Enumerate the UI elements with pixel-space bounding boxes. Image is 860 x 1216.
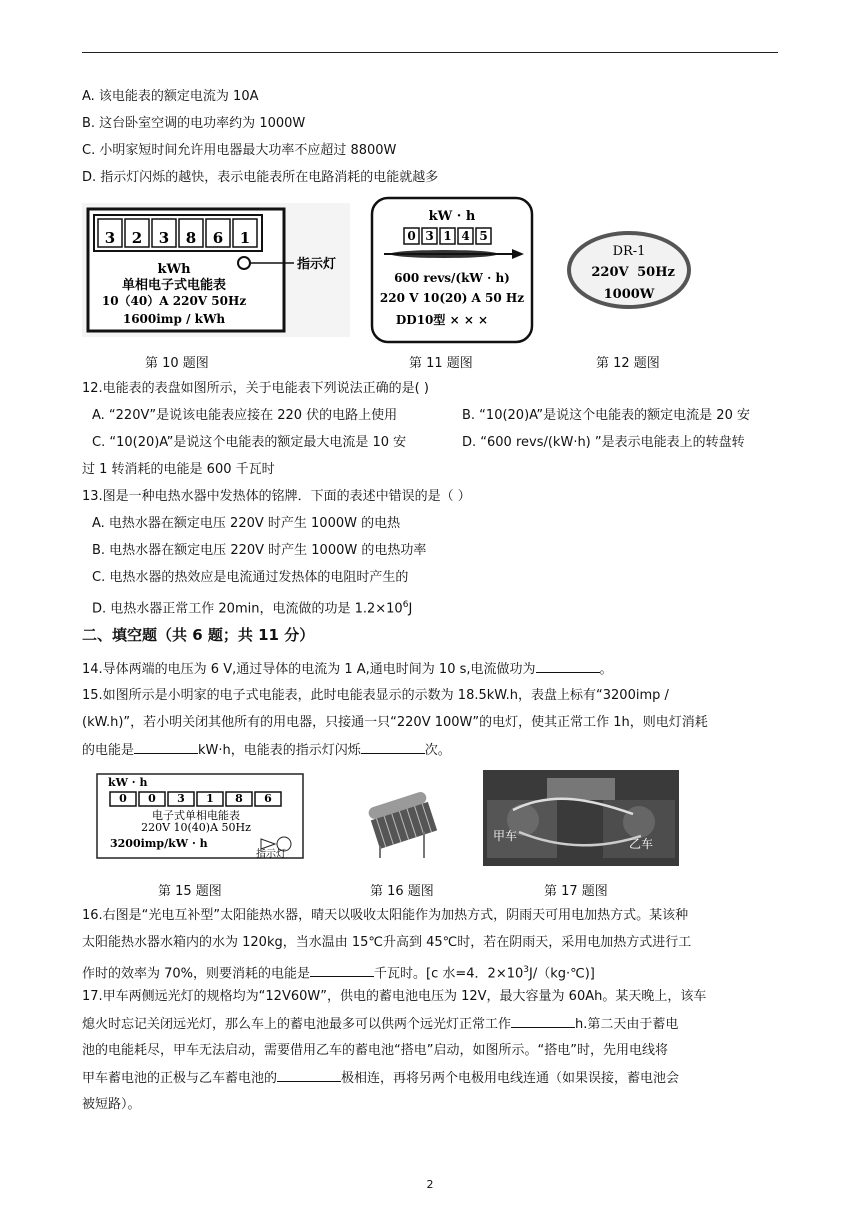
q12-option-a: A. “220V”是说该电能表应接在 220 伏的电路上使用 <box>92 408 398 423</box>
caption-fig11: 第 11 题图 <box>409 356 473 371</box>
q14-text: 14.导体两端的电压为 6 V,通过导体的电流为 1 A,通电时间为 10 s,电流做功为 。 <box>82 662 613 677</box>
fig12-power: 1000W <box>603 287 655 302</box>
q12-option-d: D. “600 revs/(kW·h) ”是表示电能表上的转盘转 <box>462 435 745 450</box>
caption-fig10: 第 10 题图 <box>145 356 209 371</box>
fig17-jump-start-image <box>483 770 679 866</box>
fig10-digit: 1 <box>239 229 251 247</box>
caption-fig15: 第 15 题图 <box>158 884 222 899</box>
q15-line2: (kW.h)”，若小明关闭其他所有的用电器，只接通一只“220V 100W”的电灯，使其正常工作 1h，则电灯消耗 <box>82 715 708 730</box>
fig15-digit: 0 <box>119 792 127 805</box>
fig10-digit: 3 <box>158 229 170 247</box>
fig11-unit: kW · h <box>428 209 476 224</box>
fig15-digit: 0 <box>148 792 156 805</box>
fig11-digit: 4 <box>461 229 470 243</box>
fig11-revs: 600 revs/(kW · h) <box>394 271 510 285</box>
q17-line5: 被短路）。 <box>82 1097 141 1112</box>
q15-line3: 的电能是 kW·h，电能表的指示灯闪烁 次。 <box>82 743 451 758</box>
q13-option-b: B. 电热水器在额定电压 220V 时产生 1000W 的电热功率 <box>92 543 427 558</box>
fig10-name: 单相电子式电能表 <box>121 278 227 293</box>
fig12-nameplate-image <box>566 230 692 310</box>
fig11-digit: 3 <box>425 229 434 243</box>
fig16-solar-heater-image <box>358 780 442 860</box>
q12-stem: 12.电能表的表盘如图所示，关于电能表下列说法正确的是( ) <box>82 381 429 396</box>
q11-option-a: A. 该电能表的额定电流为 10A <box>82 89 259 104</box>
q11-option-d: D. 指示灯闪烁的越快，表示电能表所在电路消耗的电能就越多 <box>82 170 439 185</box>
fig15-name: 电子式单相电能表 <box>152 809 240 822</box>
q13-option-a: A. 电热水器在额定电压 220V 时产生 1000W 的电热 <box>92 516 401 531</box>
q12-option-d-cont: 过 1 转消耗的电能是 600 千瓦时 <box>82 462 275 477</box>
q15-blank-2[interactable] <box>361 741 425 754</box>
fig15-indicator-label: 指示灯 <box>256 849 286 859</box>
fig10-digit: 3 <box>104 229 116 247</box>
page-number: 2 <box>426 1178 434 1191</box>
q15-blank-1[interactable] <box>134 741 198 754</box>
fig11-digit: 5 <box>479 229 488 243</box>
q16-line3: 作时的效率为 70%，则要消耗的电能是 千瓦时。[c 水=4．$2\times 10^3J/(kg\cdot℃)$] <box>82 965 595 982</box>
q12-option-c: C. “10(20)A”是说这个电能表的额定最大电流是 10 安 <box>92 435 407 450</box>
q11-option-b: B. 这台卧室空调的电功率约为 1000W <box>82 116 306 131</box>
q15-line1: 15.如图所示是小明家的电子式电能表，此时电能表显示的示数为 18.5kW.h，表盘上标有“3200imp / <box>82 688 669 703</box>
q16-blank[interactable] <box>310 964 374 977</box>
fig15-digit: 6 <box>264 792 272 805</box>
fig10-meter-image <box>82 203 350 337</box>
fig17-car-b-label: 乙车 <box>629 837 654 851</box>
fig10-digit: 2 <box>131 229 143 247</box>
caption-fig12: 第 12 题图 <box>596 356 660 371</box>
q16-line2: 太阳能热水器水箱内的水为 120kg，当水温由 15℃升高到 45℃时，若在阴雨天，采用电加热方式进行工 <box>82 935 692 950</box>
fig15-digit: 8 <box>235 792 243 805</box>
fig15-digit: 3 <box>177 792 185 805</box>
header-rule <box>82 52 778 53</box>
q17-line1: 17.甲车两侧远光灯的规格均为“12V60W”，供电的蓄电池电压为 12V，最大容量为 60Ah。某天晚上，该车 <box>82 989 707 1004</box>
q13-option-c: C. 电热水器的热效应是电流通过发热体的电阻时产生的 <box>92 570 409 585</box>
fig10-unit: kWh <box>157 262 191 277</box>
fig10-spec: 10（40）A 220V 50Hz <box>101 294 247 308</box>
q17-line2: 熄火时忘记关闭远光灯，那么车上的蓄电池最多可以供两个远光灯正常工作 h.第二天由于蓄电 <box>82 1017 679 1032</box>
q13-option-d: D. 电热水器正常工作 20min，电流做的功是 $1.2\times 10^6J$ <box>92 600 413 617</box>
fig12-model: DR-1 <box>612 244 646 259</box>
fig10-indicator-label: 指示灯 <box>297 257 337 272</box>
q12-option-b: B. “10(20)A”是说这个电能表的额定电流是 20 安 <box>462 408 750 423</box>
fig15-digit: 1 <box>206 792 214 805</box>
caption-fig16: 第 16 题图 <box>370 884 434 899</box>
q16-line1: 16.右图是“光电互补型”太阳能热水器，晴天以吸收太阳能作为加热方式，阴雨天可用电加热方式。某该种 <box>82 908 689 923</box>
q11-option-c: C. 小明家短时间允许用电器最大功率不应超过 8800W <box>82 143 397 158</box>
fig15-unit: kW · h <box>108 776 148 789</box>
fig15-meter-image <box>96 773 306 859</box>
fig12-freq: 50Hz <box>637 265 675 280</box>
fig10-imp: 1600imp / kWh <box>122 312 226 326</box>
fig15-spec: 220V 10(40)A 50Hz <box>141 821 251 834</box>
q17-blank-1[interactable] <box>511 1015 575 1028</box>
fig17-car-a-label: 甲车 <box>493 829 518 843</box>
q17-line4: 甲车蓄电池的正极与乙车蓄电池的 极相连，再将另两个电极用电线连通（如果误接，蓄电池会 <box>82 1071 680 1086</box>
fig12-voltage: 220V <box>591 265 629 280</box>
fig11-digit: 0 <box>407 229 416 243</box>
fig10-digit: 8 <box>185 229 197 247</box>
fig10-digit: 6 <box>212 229 224 247</box>
fig11-model: DD10型 × × × <box>395 313 489 327</box>
q17-line3: 池的电能耗尽，甲车无法启动，需要借用乙车的蓄电池“搭电”启动，如图所示。“搭电”时，先用电线将 <box>82 1043 668 1058</box>
fig15-imp: 3200imp/kW · h <box>110 837 208 850</box>
fig11-spec: 220 V 10(20) A 50 Hz <box>379 291 525 305</box>
q13-stem: 13.图是一种电热水器中发热体的铭牌．下面的表述中错误的是（ ） <box>82 489 471 504</box>
fig11-meter-image <box>370 196 534 344</box>
q17-blank-2[interactable] <box>277 1069 341 1082</box>
section-heading-fill-in: 二、填空题（共 6 题；共 11 分） <box>82 626 315 644</box>
q14-blank[interactable] <box>536 660 600 673</box>
fig11-digit: 1 <box>443 229 452 243</box>
caption-fig17: 第 17 题图 <box>544 884 608 899</box>
